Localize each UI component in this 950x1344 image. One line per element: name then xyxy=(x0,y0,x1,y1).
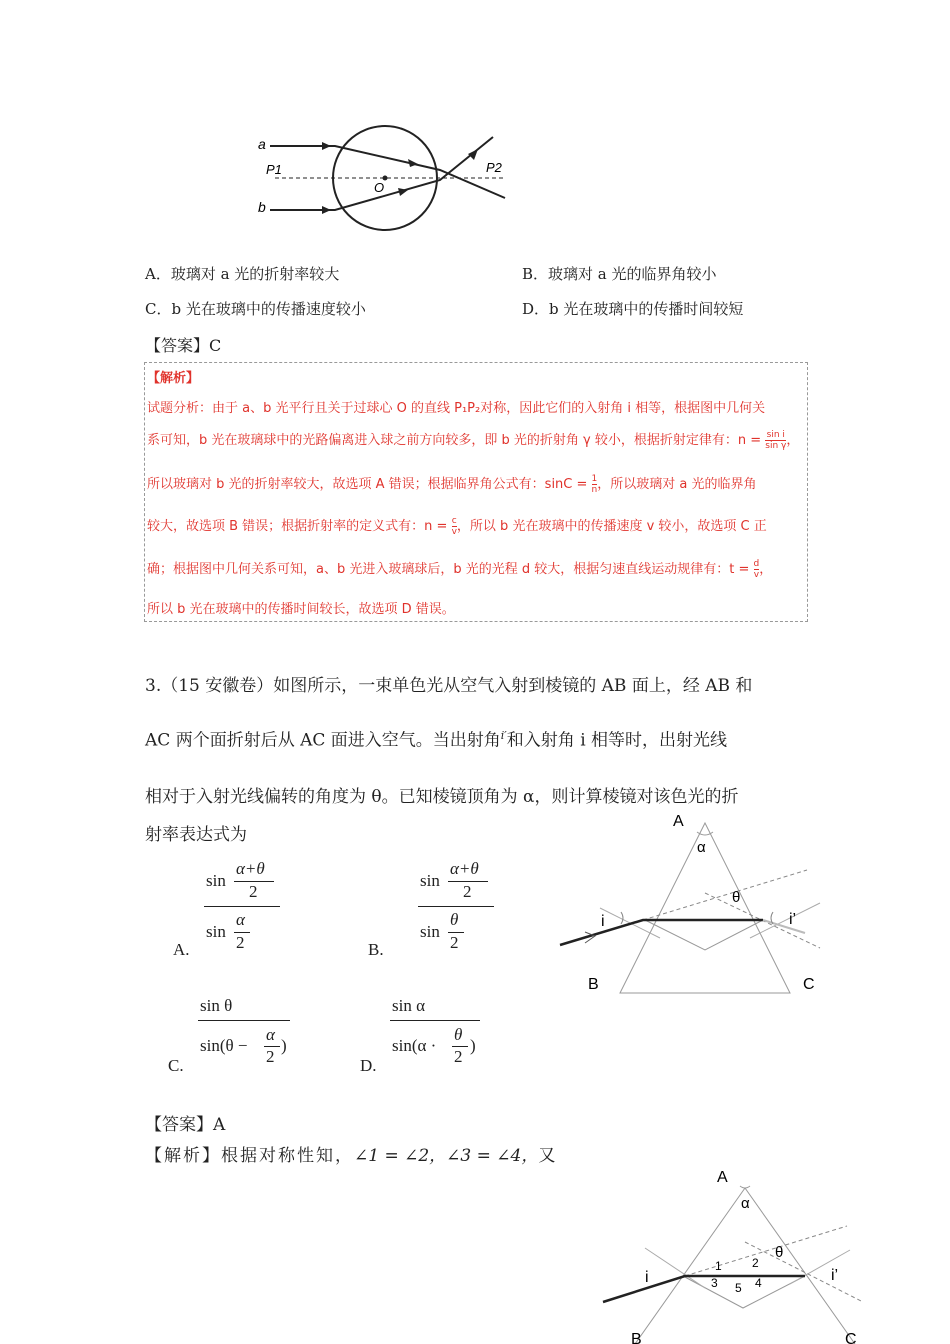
q2-analysis-box xyxy=(144,362,808,622)
critical-angle-fraction: $\frac{1}{n}$ xyxy=(591,474,598,495)
snell-fraction: $\frac{\text{sin i}}{\text{sin γ}}$ xyxy=(765,430,787,451)
q3-option-b: sin α+θ 2 sin θ 2 B. xyxy=(366,855,506,965)
prism2-vertex-b: B xyxy=(631,1331,642,1344)
prism-vertex-b: B xyxy=(588,976,599,993)
prism-vertex-c: C xyxy=(803,976,815,993)
analysis-line-3: 所以玻璃对 b 光的折射率较大，故选项 A 错误；根据临界角公式有：sinC = $\frac{1}{n}$ ，所以玻璃对 a 光的临界角 xyxy=(147,474,757,495)
q3-option-c: sin θ sin(θ − α 2 ) C. xyxy=(166,992,306,1082)
analysis-line-2: 系可知，b 光在玻璃球中的光路偏离进入球之前方向较多，即 b 光的折射角 γ 较小，根据折射定律有：n = $\frac{\text{sin i}}{\text{sin γ}}$ ， xyxy=(147,430,800,451)
time-fraction: $\frac{d}{v}$ xyxy=(753,559,760,580)
prism2-i-prime-label: i’ xyxy=(831,1267,839,1284)
angle-5-label: 5 xyxy=(735,1281,742,1295)
prism-i-prime-label: i’ xyxy=(789,911,797,928)
q2-option-c: C．b 光在玻璃中的传播速度较小 xyxy=(145,300,366,318)
angle-3-label: 3 xyxy=(711,1276,718,1290)
q3-line-3: 相对于入射光线偏转的角度为 θ。已知棱镜顶角为 α，则计算棱镜对该色光的折 xyxy=(145,787,739,807)
q3-option-d: sin α sin(α · θ 2 ) D. xyxy=(358,992,498,1082)
prism2-i-label: i xyxy=(645,1269,649,1286)
q3-line-2: AC 两个面折射后从 AC 面进入空气。当出射角$^{i'}$和入射角 i 相等时，出射光线 xyxy=(145,729,728,751)
prism-theta-label: θ xyxy=(732,889,741,906)
p1-label: P1 xyxy=(266,162,282,177)
q2-option-b: B．玻璃对 a 光的临界角较小 xyxy=(522,265,717,283)
prism2-vertex-a: A xyxy=(717,1169,728,1186)
analysis-line-5: 确；根据图中几何关系可知，a、b 光进入玻璃球后，b 光的光程 d 较大，根据匀速直线运动规律有：t = $\frac{d}{v}$ ， xyxy=(147,559,773,580)
prism2-theta-label: θ xyxy=(775,1244,784,1261)
q2-option-a: A．玻璃对 a 光的折射率较大 xyxy=(145,265,340,283)
analysis-line-6: 所以 b 光在玻璃中的传播时间较长，故选项 D 错误。 xyxy=(147,602,455,617)
analysis-line-1: 试题分析：由于 a、b 光平行且关于过球心 O 的直线 P₁P₂对称，因此它们的入射角 i 相等，根据图中几何关 xyxy=(147,401,766,416)
angle-2-label: 2 xyxy=(752,1256,759,1270)
angle-4-label: 4 xyxy=(755,1276,762,1290)
ray-a-label: a xyxy=(258,136,266,152)
prism-diagram xyxy=(555,808,830,998)
ray-b-label: b xyxy=(258,199,266,215)
center-o-label: O xyxy=(374,180,385,195)
q3-answer: 【答案】A xyxy=(145,1115,226,1135)
prism2-alpha-label: α xyxy=(741,1195,750,1212)
analysis-line-4: 较大，故选项 B 错误；根据折射率的定义式有：n = $\frac{c}{v}$ ，所以 b 光在玻璃中的传播速度 v 较小，故选项 C 正 xyxy=(147,516,767,537)
p2-label: P2 xyxy=(486,160,502,175)
prism-vertex-a: A xyxy=(673,813,684,830)
q2-option-d: D．b 光在玻璃中的传播时间较短 xyxy=(522,300,744,318)
prism2-vertex-c: C xyxy=(845,1331,857,1344)
prism-i-label: i xyxy=(601,913,605,930)
prism-alpha-label: α xyxy=(697,839,706,856)
sphere-refraction-diagram xyxy=(250,122,520,232)
refractive-index-fraction: $\frac{c}{v}$ xyxy=(451,516,457,537)
q3-analysis: 【解析】根据对称性知，∠1 = ∠2，∠3 = ∠4，又 xyxy=(145,1146,558,1166)
analysis-title: 【解析】 xyxy=(147,371,200,386)
prism-diagram-numbered xyxy=(595,1160,875,1344)
q2-answer: 【答案】C xyxy=(145,336,222,355)
angle-1-label: 1 xyxy=(715,1259,722,1273)
q3-line-4: 射率表达式为 xyxy=(145,825,247,845)
q3-option-a: sin α+θ 2 sin α 2 A. xyxy=(170,855,290,965)
q3-line-1: 3.（15 安徽卷）如图所示，一束单色光从空气入射到棱镜的 AB 面上，经 AB 和 xyxy=(145,676,753,696)
